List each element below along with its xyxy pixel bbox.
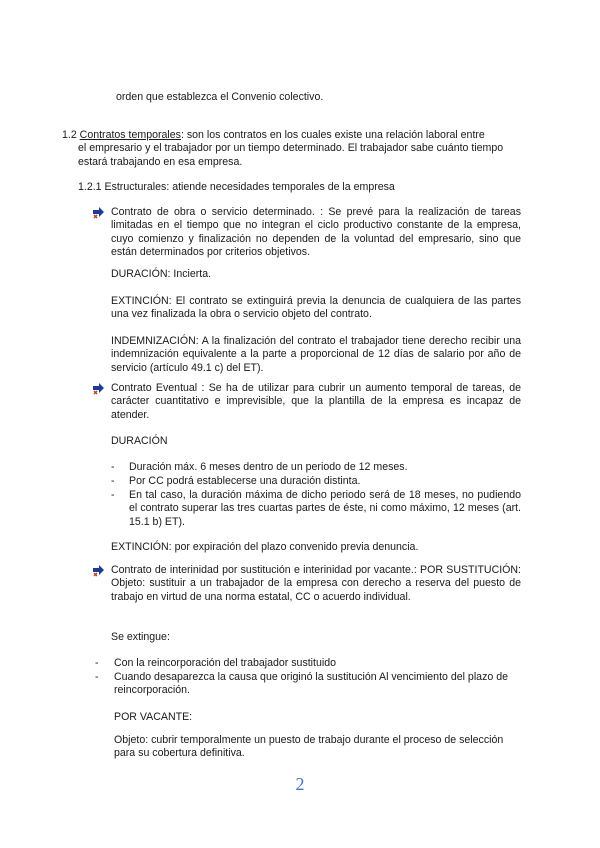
dash-bullet: - <box>95 657 99 669</box>
section-title: Contratos temporales <box>79 129 181 141</box>
arrow-bullet-icon <box>92 565 105 577</box>
eventual-item-1: Duración máx. 6 meses dentro de un periodo de 12 meses. <box>129 461 408 473</box>
obra-indemnizacion: INDEMNIZACIÓN: A la finalización del contrato el trabajador tiene derecho recibir una indemnización equivalente a la parte a proporcional de 12 días de salario por año de servicio (artículo 49.1 c) del ET). <box>111 335 521 374</box>
intro-line: orden que establezca el Convenio colectivo. <box>116 91 324 103</box>
dash-bullet: - <box>111 489 115 501</box>
dash-bullet: - <box>111 475 115 487</box>
obra-description: Contrato de obra o servicio determinado. : Se prevé para la realización de tareas limitadas en el tiempo que no integran el ciclo productivo constante de la empresa, cuyo comienzo y finalización no dependen de la voluntad del empresario, sino que están determinados por criterios objetivos. <box>111 206 521 259</box>
arrow-bullet-icon <box>92 383 105 395</box>
section-line1: : son los contratos en los cuales existe una relación laboral entre <box>180 129 485 141</box>
obra-extincion: EXTINCIÓN: El contrato se extinguirá previa la denuncia de cualquiera de las partes una vez finalizada la obra o servicio objeto del contrato. <box>111 295 521 321</box>
eventual-duracion-heading: DURACIÓN <box>111 435 168 447</box>
interinidad-item-2: Cuando desaparezca la causa que originó la sustitución Al vencimiento del plazo de reincorporación. <box>114 671 508 697</box>
interinidad-se-extingue: Se extingue: <box>111 631 170 643</box>
subsection-1-2-1: 1.2.1 Estructurales: atiende necesidades temporales de la empresa <box>78 181 395 193</box>
eventual-extincion: EXTINCIÓN: por expiración del plazo convenido previa denuncia. <box>111 541 419 553</box>
section-1-2 <box>62 129 532 169</box>
eventual-item-2: Por CC podrá establecerse una duración distinta. <box>129 475 361 487</box>
dash-bullet: - <box>111 461 115 473</box>
page-number: 2 <box>295 774 305 794</box>
section-line2: el empresario y el trabajador por un tiempo determinado. El trabajador sabe cuánto tiempo <box>78 142 504 155</box>
interinidad-por-vacante: POR VACANTE: <box>114 711 193 723</box>
eventual-item-3: En tal caso, la duración máxima de dicho periodo será de 18 meses, no pudiendo el contrato superar las tres cuartas partes de éste, ni como máximo, 12 meses (art. 15.1 b) ET). <box>129 489 521 528</box>
eventual-description: Contrato Eventual : Se ha de utilizar para cubrir un aumento temporal de tareas, de carácter cuantitativo e imprevisible, que la plantilla de la empresa es incapaz de atender. <box>111 382 521 421</box>
interinidad-description: Contrato de interinidad por sustitución e interinidad por vacante.: POR SUSTITUCIÓN: Objeto: sustituir a un trabajador de la empresa con derecho a reserva del puesto de trabajo en virtud de una norma estatal, CC o acuerdo individual. <box>111 564 521 603</box>
arrow-bullet-icon <box>92 207 105 219</box>
section-number: 1.2 <box>62 129 80 141</box>
section-line3: estará trabajando en esa empresa. <box>78 155 243 168</box>
interinidad-item-1: Con la reincorporación del trabajador sustituido <box>114 657 337 669</box>
interinidad-objeto: Objeto: cubrir temporalmente un puesto de trabajo durante el proceso de selección para su cobertura definitiva. <box>114 734 504 760</box>
obra-duracion: DURACIÓN: Incierta. <box>111 268 212 280</box>
dash-bullet: - <box>95 671 99 683</box>
section-1-2-first-line <box>62 129 532 142</box>
